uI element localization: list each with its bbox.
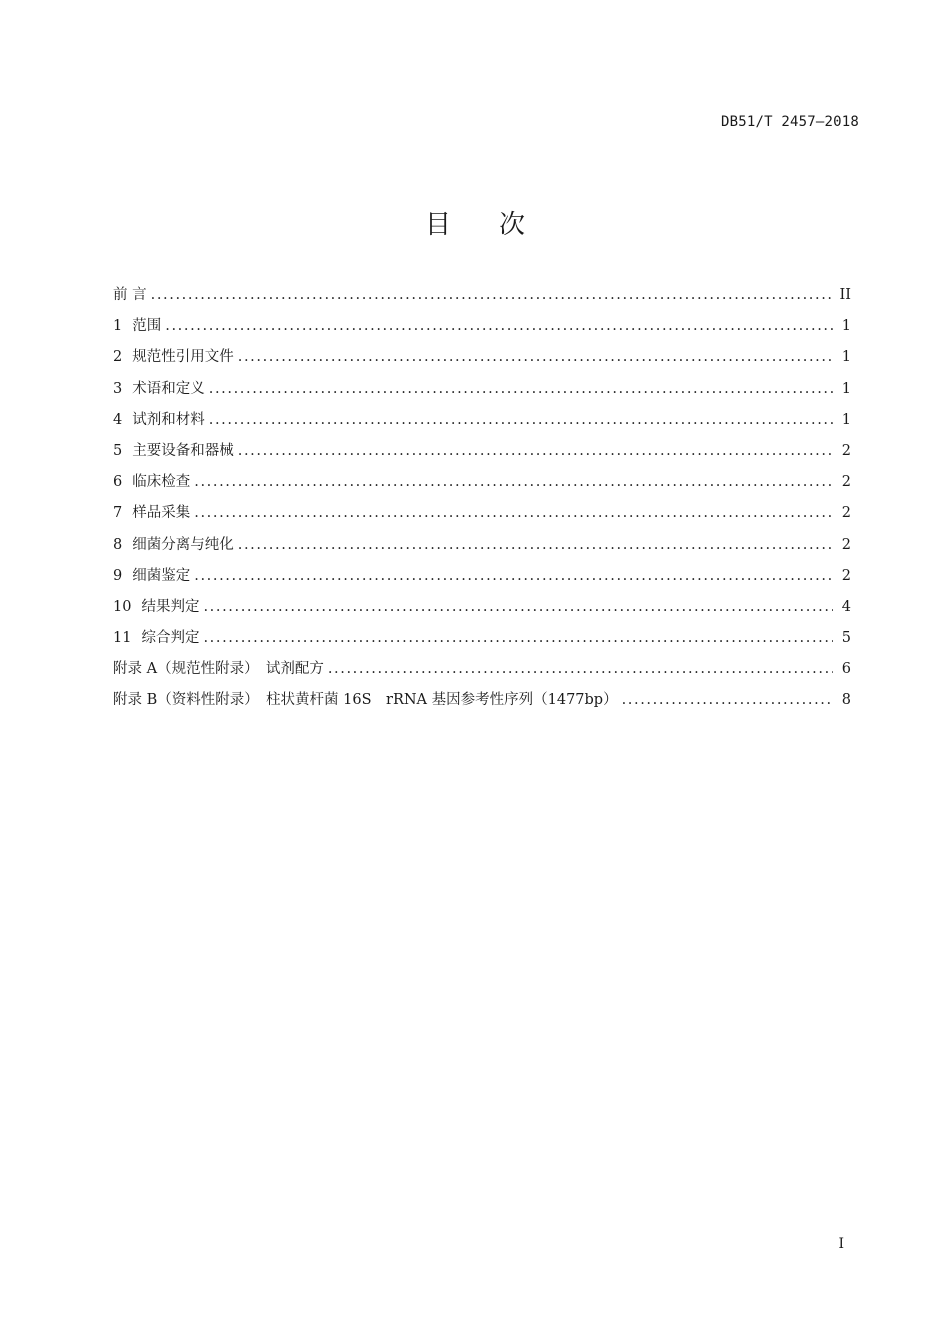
toc-entry-number: 6 (113, 474, 123, 491)
toc-entry-page: 5 (841, 630, 851, 647)
toc-entry[interactable] (113, 501, 851, 532)
toc-dot-leader (238, 537, 833, 553)
toc-entry-page: 2 (841, 474, 851, 491)
toc-entry-label: 附录 A（规范性附录） 试剂配方 (113, 661, 324, 678)
toc-entry-appendix-a[interactable] (113, 657, 851, 688)
toc-entry-label: 前 言 (113, 287, 147, 303)
toc-entry-number: 11 (113, 630, 132, 647)
toc-entry-label: 规范性引用文件 (132, 349, 234, 366)
toc-entry[interactable] (113, 595, 851, 626)
toc-entry[interactable] (113, 345, 851, 376)
toc-dot-leader (194, 505, 833, 521)
toc-entry-label: 细菌分离与纯化 (132, 536, 234, 553)
toc-dot-leader (209, 412, 833, 428)
toc-entry-number: 9 (113, 567, 123, 584)
toc-entry-page: 6 (841, 661, 851, 678)
toc-entry[interactable] (113, 626, 851, 657)
toc-dot-leader (165, 318, 833, 334)
toc-entry[interactable] (113, 470, 851, 501)
toc-entry-page: 8 (841, 692, 851, 709)
toc-entry-page: 2 (841, 505, 851, 522)
toc-entry-number: 1 (113, 318, 123, 335)
toc-entry-number: 10 (113, 598, 132, 615)
toc-entry-number: 4 (113, 411, 123, 428)
toc-dot-leader (203, 630, 833, 646)
toc-entry-page: 4 (841, 598, 851, 615)
toc-entry-page: 2 (841, 536, 851, 553)
toc-entry-label: 细菌鉴定 (132, 567, 191, 584)
toc-entry-label: 结果判定 (141, 598, 200, 615)
toc-entry-page: 1 (841, 318, 851, 335)
toc-entry-number: 5 (113, 442, 123, 459)
toc-entry-label: 范围 (132, 318, 162, 335)
toc-dot-leader (238, 443, 833, 459)
toc-dot-leader (194, 568, 833, 584)
page-number: I (838, 1236, 844, 1252)
toc-entry-page: 2 (841, 567, 851, 584)
toc-entry-page: 1 (841, 411, 851, 428)
toc-dot-leader (622, 692, 833, 708)
toc-entry-page: 2 (841, 442, 851, 459)
toc-entry[interactable] (113, 283, 851, 314)
toc-dot-leader (328, 661, 833, 677)
document-code: DB51/T 2457—2018 (720, 114, 859, 130)
toc-entry-label: 样品采集 (132, 505, 191, 522)
toc-entry-label: 附录 B（资料性附录） 柱状黄杆菌 16S rRNA 基因参考性序列（1477bp） (113, 692, 618, 709)
toc-entry[interactable] (113, 408, 851, 439)
toc-dot-leader (151, 287, 833, 303)
toc-entry-appendix-b[interactable] (113, 688, 851, 719)
toc-entry[interactable] (113, 439, 851, 470)
table-of-contents (113, 283, 851, 720)
toc-entry-label: 主要设备和器械 (132, 442, 234, 459)
toc-entry[interactable] (113, 314, 851, 345)
toc-entry-number: 8 (113, 536, 123, 553)
toc-entry[interactable] (113, 533, 851, 564)
toc-entry-label: 术语和定义 (132, 380, 205, 397)
toc-entry-number: 2 (113, 349, 123, 366)
toc-entry[interactable] (113, 564, 851, 595)
toc-entry-page: 1 (841, 380, 851, 397)
toc-entry-number: 3 (113, 380, 123, 397)
toc-dot-leader (203, 599, 833, 615)
toc-dot-leader (238, 349, 833, 365)
toc-dot-leader (194, 474, 833, 490)
toc-entry-label: 临床检查 (132, 474, 191, 491)
toc-entry[interactable] (113, 377, 851, 408)
toc-entry-page: II (839, 287, 851, 303)
toc-dot-leader (209, 381, 833, 397)
page-title: 目次 (424, 210, 573, 240)
toc-entry-page: 1 (841, 349, 851, 366)
toc-entry-label: 试剂和材料 (132, 411, 205, 428)
toc-entry-label: 综合判定 (141, 630, 200, 647)
toc-entry-number: 7 (113, 505, 123, 522)
